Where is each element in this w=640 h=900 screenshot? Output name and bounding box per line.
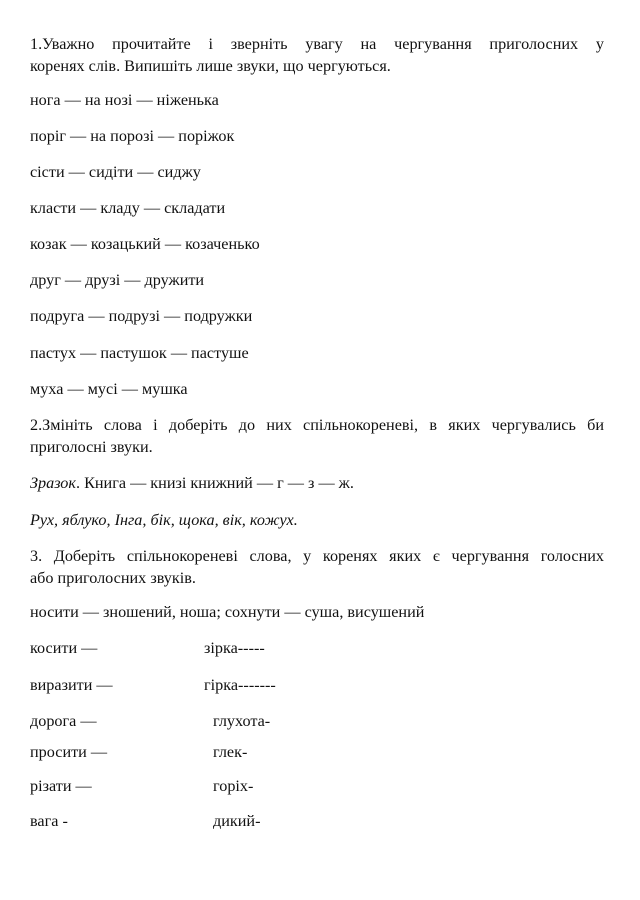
task2-words-text: Рух, яблуко, Інга, бік, щока, вік, кожух. [30,511,298,529]
task2-example-text: . Книга — книзі книжний — г — з — ж. [75,474,354,492]
task3-example: носити — зношений, ноша; сохнути — суша, висушений [30,603,425,621]
task1-word-row: муха — мусі — мушка [30,380,188,398]
task2-instruction [30,414,604,458]
task1-word-row: козак — козацький — козаченько [30,235,260,253]
task1-word-row: нога — на нозі — ніженька [30,91,219,109]
task3-right-word: дикий- [213,812,261,830]
task1-word-row: подруга — подрузі — подружки [30,307,253,325]
task3-left-word: просити — [30,743,108,761]
task2-example [30,472,354,494]
task3-left-word: вага - [30,812,68,830]
task3-left-word: виразити — [30,676,113,694]
task3-right-word: глухота- [213,712,271,730]
task3-left-word: різати — [30,777,92,795]
task1-word-row: класти — кладу — складати [30,199,226,217]
task1-word-row: друг — друзі — дружити [30,271,205,289]
task1-instruction-line2: коренях слів. Випишіть лише звуки, що чергуються. [30,57,391,75]
task3-right-word: горіх- [213,777,254,795]
task1-instruction-line1: 1.Уважно прочитайте і зверніть увагу на чергування приголосних у [30,35,604,53]
task3-left-word: дорога — [30,712,97,730]
task2-instruction-line1: 2.Змініть слова і доберіть до них спільнокореневі, в яких чергувались би [30,416,604,434]
task1-word-row: пастух — пастушок — пастуше [30,344,249,362]
task3-instruction-line1: 3. Доберіть спільнокореневі слова, у коренях яких є чергування голосних [30,547,604,565]
task3-instruction-line2: або приголосних звуків. [30,569,196,587]
task2-instruction-line2: приголосні звуки. [30,438,153,456]
task1-instruction [30,33,604,77]
task2-example-label: Зразок [30,474,76,492]
task3-left-word: косити — [30,639,98,657]
task1-word-row: поріг — на порозі — поріжок [30,127,235,145]
task3-right-word: гірка------- [204,676,276,694]
task3-right-word: зірка----- [204,639,265,657]
task2-words [30,509,298,531]
task3-instruction [30,545,604,589]
task3-right-word: глек- [213,743,248,761]
task1-word-row: сісти — сидіти — сиджу [30,163,201,181]
